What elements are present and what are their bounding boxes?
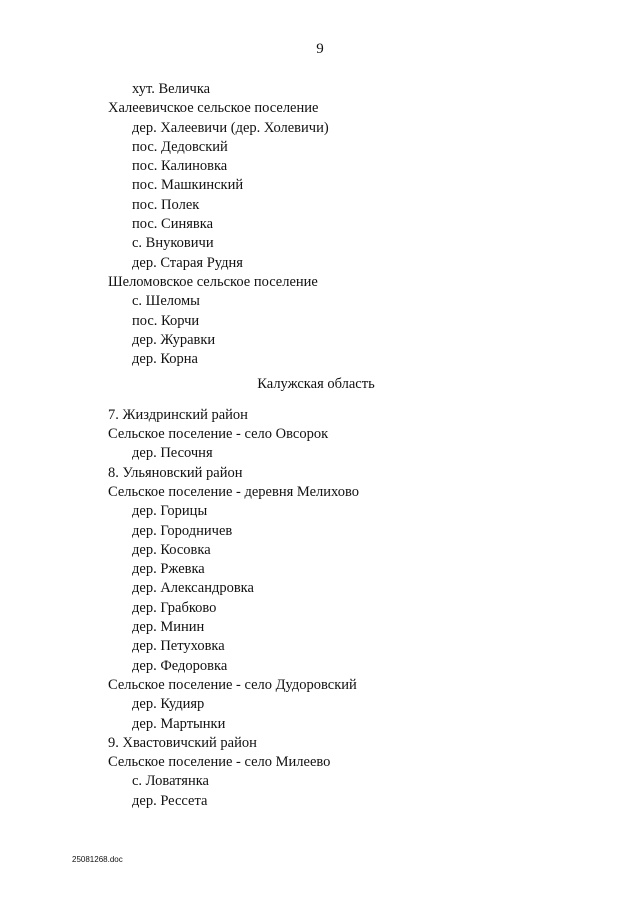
locality-entry: дер. Мартынки [132,715,226,732]
locality-entry: с. Ловатянка [132,773,209,790]
locality-entry: пос. Дедовский [132,138,228,155]
locality-list-bryansk-part [108,80,588,369]
locality-entry: дер. Рессета [132,792,208,809]
file-name-footer: 25081268.doc [72,855,123,864]
locality-entry: дер. Александровка [132,580,254,597]
section-heading: 9. Хвастовичский район [108,734,257,751]
locality-entry: дер. Старая Рудня [132,254,243,271]
locality-entry: с. Внуковичи [132,235,214,252]
section-heading: Сельское поселение - село Овсорок [108,426,329,443]
locality-entry: дер. Городничев [132,522,233,539]
section-heading: 8. Ульяновский район [108,464,243,481]
locality-entry: пос. Полек [132,196,200,213]
locality-entry: дер. Федоровка [132,657,228,674]
locality-entry: хут. Величка [132,81,211,97]
locality-entry: дер. Ржевка [132,561,205,578]
locality-entry: дер. Корна [132,351,198,368]
locality-entry: пос. Калиновка [132,158,228,175]
locality-entry: дер. Журавки [132,331,216,348]
locality-entry: пос. Корчи [132,312,200,329]
page-number: 9 [316,41,324,57]
region-heading: Калужская область [257,376,375,393]
section-heading: Сельское поселение - село Милеево [108,754,331,771]
locality-entry: дер. Грабково [132,599,217,616]
locality-entry: пос. Синявка [132,216,214,233]
section-heading: 7. Жиздринский район [108,406,248,423]
locality-entry: дер. Кудияр [132,696,205,713]
locality-entry: пос. Машкинский [132,177,244,194]
locality-list-kaluga [108,406,588,811]
locality-entry: дер. Песочня [132,445,213,462]
locality-entry: дер. Петуховка [132,638,225,655]
locality-entry: дер. Горицы [132,503,208,520]
document-body [108,80,588,811]
locality-entry: дер. Минин [132,619,205,636]
locality-entry: дер. Халеевичи (дер. Холевичи) [132,119,329,136]
section-heading: Халеевичское сельское поселение [108,100,319,117]
section-heading: Сельское поселение - деревня Мелихово [108,483,359,500]
section-heading: Сельское поселение - село Дудоровский [108,676,357,693]
locality-entry: дер. Косовка [132,541,211,558]
section-heading: Шеломовское сельское поселение [108,273,318,290]
locality-entry: с. Шеломы [132,293,200,310]
